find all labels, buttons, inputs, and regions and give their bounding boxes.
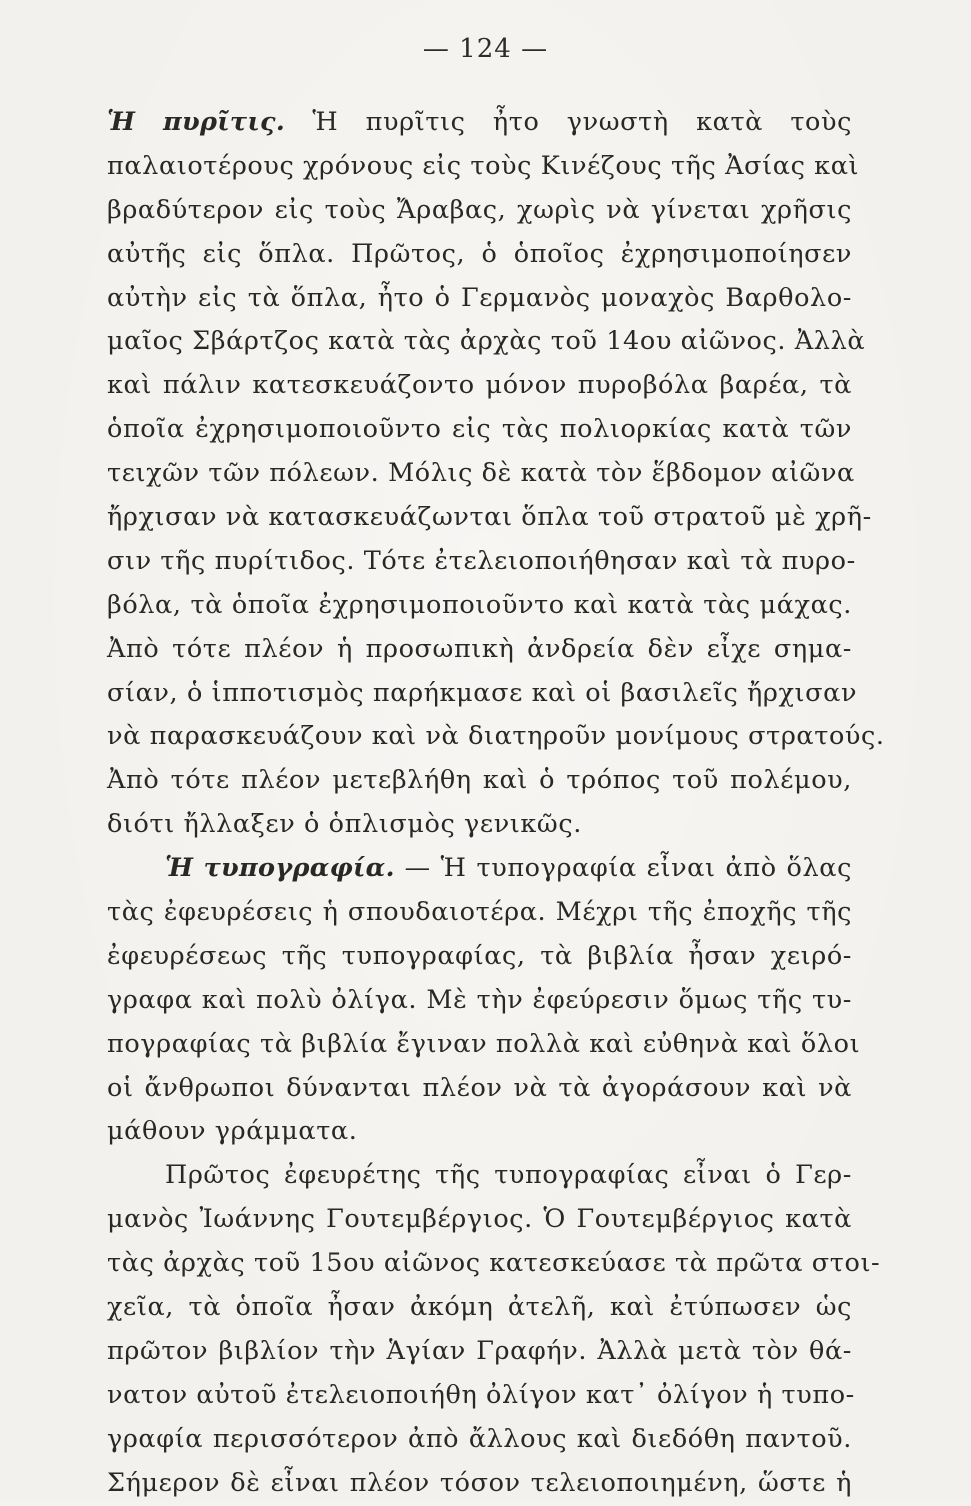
text-line: νατον αὐτοῦ ἐτελειοποιήθη ὀλίγον κατ᾽ ὀλίγον ἡ τυπο-: [107, 1379, 855, 1410]
text-line-content: Ἡ πυρῖτις ἦτο γνωστὴ κατὰ τοὺς: [312, 107, 852, 137]
text-line: αὐτὴν εἰς τὰ ὅπλα, ἦτο ὁ Γερμανὸς μοναχὸς Βαρθολο-: [107, 282, 852, 313]
text-line: γραφία περισσότερον ἀπὸ ἄλλους καὶ διεδόθη παντοῦ.: [107, 1423, 852, 1454]
text-line: [107, 847, 852, 891]
paragraph-gutenberg: [107, 1154, 881, 1505]
text-line: ὁποῖα ἐχρησιμοποιοῦντο εἰς τὰς πολιορκίας κατὰ τῶν: [107, 414, 852, 445]
text-line: βόλα, τὰ ὁποῖα ἐχρησιμοποιοῦντο καὶ κατὰ τὰς μάχας.: [107, 589, 852, 620]
text-line: μαῖος Σβάρτζος κατὰ τὰς ἀρχὰς τοῦ 14ου αἰῶνος. Ἀλλὰ: [107, 326, 866, 357]
text-line: σίαν, ὁ ἱπποτισμὸς παρήκμασε καὶ οἱ βασιλεῖς ἤρχισαν: [107, 677, 858, 708]
section-heading-pyritis: Ἡ πυρῖτις.: [107, 107, 286, 137]
text-line: διότι ἤλλαξεν ὁ ὁπλισμὸς γενικῶς.: [107, 809, 582, 840]
text-line: παλαιοτέρους χρόνους εἰς τοὺς Κινέζους τῆς Ἀσίας καὶ: [107, 150, 860, 181]
text-line: χεῖα, τὰ ὁποῖα ἦσαν ἀκόμη ἀτελῆ, καὶ ἐτύπωσεν ὡς: [107, 1292, 852, 1323]
text-line: Πρῶτος ἐφευρέτης τῆς τυπογραφίας εἶναι ὁ Γερ-: [165, 1160, 852, 1191]
text-line: [107, 101, 852, 145]
text-line: σιν τῆς πυρίτιδος. Τότε ἐτελειοποιήθησαν καὶ τὰ πυρο-: [107, 545, 856, 576]
text-line: πογραφίας τὰ βιβλία ἔγιναν πολλὰ καὶ εὐθηνὰ καὶ ὅλοι: [107, 1028, 861, 1059]
page-number: — 124 —: [422, 34, 549, 64]
text-line: Ἀπὸ τότε πλέον ἡ προσωπικὴ ἀνδρεία δὲν εἶχε σημα-: [107, 633, 852, 664]
text-line: τὰς ἐφευρέσεις ἡ σπουδαιοτέρα. Μέχρι τῆς ἐποχῆς τῆς: [107, 897, 852, 928]
text-line: οἱ ἄνθρωποι δύνανται πλέον νὰ τὰ ἀγοράσουν καὶ νὰ: [107, 1072, 852, 1103]
text-line: Σήμερον δὲ εἶναι πλέον τόσον τελειοποιημένη, ὥστε ἡ: [107, 1467, 852, 1498]
text-line: Ἀπὸ τότε πλέον μετεβλήθη καὶ ὁ τρόπος τοῦ πολέμου,: [107, 765, 852, 796]
text-line: καὶ πάλιν κατεσκευάζοντο μόνον πυροβόλα βαρέα, τὰ: [107, 370, 852, 401]
text-line: νὰ παρασκευάζουν καὶ νὰ διατηροῦν μονίμους στρατούς.: [107, 721, 885, 752]
text-line: τὰς ἀρχὰς τοῦ 15ου αἰῶνος κατεσκεύασε τὰ πρῶτα στοι-: [107, 1248, 881, 1279]
text-line: γραφα καὶ πολὺ ὀλίγα. Μὲ τὴν ἐφεύρεσιν ὅμως τῆς τυ-: [107, 984, 852, 1015]
text-line: αὐτῆς εἰς ὅπλα. Πρῶτος, ὁ ὁποῖος ἐχρησιμοποίησεν: [107, 238, 852, 269]
paragraph-typografia: [107, 847, 861, 1154]
text-line-content: — Ἡ τυπογραφία εἶναι ἀπὸ ὅλας: [404, 853, 852, 884]
body-text: [107, 101, 885, 1506]
text-line: τειχῶν τῶν πόλεων. Μόλις δὲ κατὰ τὸν ἕβδομον αἰῶνα: [107, 458, 855, 489]
text-line: βραδύτερον εἰς τοὺς Ἄραβας, χωρὶς νὰ γίνεται χρῆσις: [107, 194, 852, 225]
text-line: μάθουν γράμματα.: [107, 1116, 358, 1147]
paragraph-pyritis: [107, 101, 885, 847]
text-line: μανὸς Ἰωάννης Γουτεμβέργιος. Ὁ Γουτεμβέργιος κατὰ: [107, 1204, 852, 1235]
section-heading-typografia: Ἡ τυπογραφία.: [165, 853, 395, 884]
text-line: ἐφευρέσεως τῆς τυπογραφίας, τὰ βιβλία ἦσαν χειρό-: [107, 940, 852, 971]
text-line: ἤρχισαν νὰ κατασκευάζωνται ὅπλα τοῦ στρατοῦ μὲ χρῆ-: [107, 502, 872, 533]
text-line: πρῶτον βιβλίον τὴν Ἁγίαν Γραφήν. Ἀλλὰ μετὰ τὸν θά-: [107, 1335, 852, 1366]
